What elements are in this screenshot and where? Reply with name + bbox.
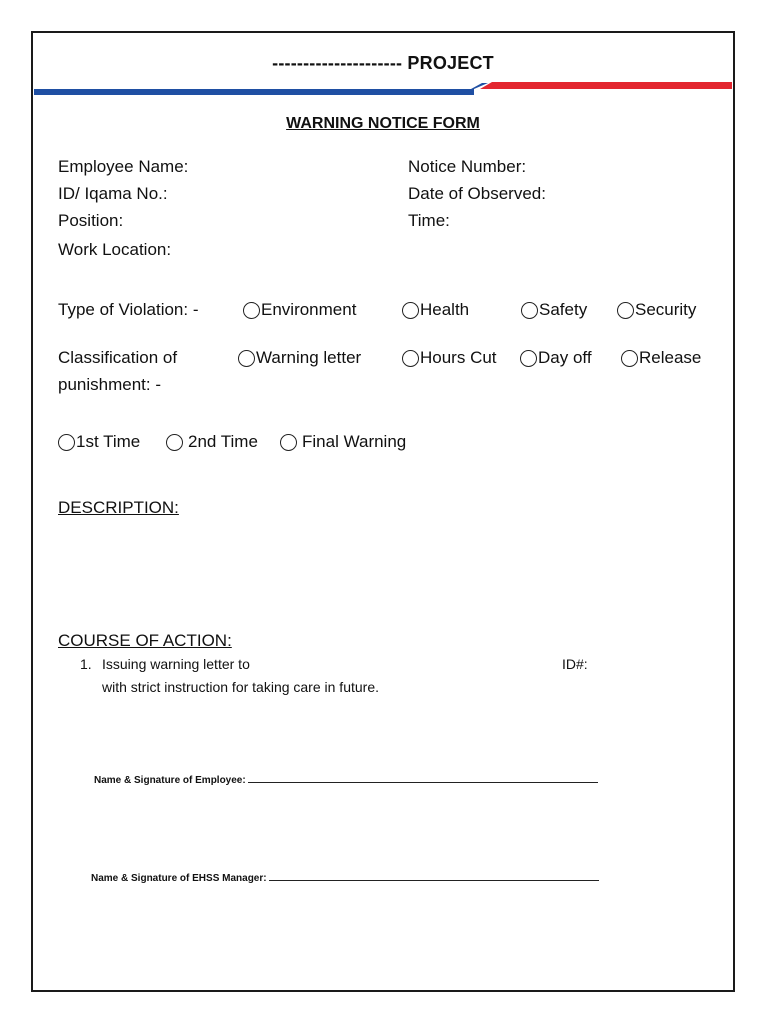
radio-circle-icon[interactable] — [621, 350, 638, 367]
option-label: Release — [639, 348, 702, 367]
violation-option-security[interactable] — [617, 300, 696, 320]
employee-name-field[interactable]: Employee Name: — [58, 157, 189, 176]
radio-circle-icon[interactable] — [617, 302, 634, 319]
option-label: Environment — [261, 300, 357, 319]
employee-signature-label: Name & Signature of Employee: — [94, 775, 246, 786]
form-title: WARNING NOTICE FORM — [286, 115, 480, 132]
violation-label: Type of Violation: - — [58, 300, 199, 319]
violation-option-safety[interactable] — [521, 300, 587, 320]
violation-option-health[interactable] — [402, 300, 469, 320]
employee-signature-line[interactable] — [94, 772, 598, 786]
punishment-option-hours-cut[interactable] — [402, 348, 497, 368]
action-item-number: 1. — [80, 656, 92, 672]
work-location-field[interactable]: Work Location: — [58, 240, 172, 259]
radio-circle-icon[interactable] — [238, 350, 255, 367]
manager-signature-blank[interactable] — [269, 870, 599, 881]
action-item-line1: Issuing warning letter to — [102, 656, 250, 672]
option-label: Final Warning — [302, 432, 407, 451]
violation-option-environment[interactable] — [243, 300, 356, 320]
punishment-option-warning-letter[interactable] — [238, 348, 361, 368]
radio-circle-icon[interactable] — [521, 302, 538, 319]
manager-signature-line[interactable] — [91, 870, 599, 884]
radio-circle-icon[interactable] — [166, 434, 183, 451]
radio-circle-icon[interactable] — [520, 350, 537, 367]
date-observed-field[interactable]: Date of Observed: — [408, 184, 546, 203]
option-label: Safety — [539, 300, 588, 319]
employee-signature-blank[interactable] — [248, 772, 598, 783]
option-label: Hours Cut — [420, 348, 497, 367]
position-field[interactable]: Position: — [58, 211, 124, 230]
option-label: Day off — [538, 348, 592, 367]
action-item-line2: with strict instruction for taking care in future. — [102, 679, 379, 695]
occurrence-option-1st-time[interactable] — [58, 432, 140, 452]
punishment-option-day-off[interactable] — [520, 348, 592, 368]
notice-number-field[interactable]: Notice Number: — [408, 157, 527, 176]
course-of-action-heading: COURSE OF ACTION: — [58, 631, 232, 650]
option-label: Warning letter — [256, 348, 362, 367]
form-page — [31, 31, 735, 992]
id-iqama-field[interactable]: ID/ Iqama No.: — [58, 184, 168, 203]
manager-signature-label: Name & Signature of EHSS Manager: — [91, 873, 267, 884]
option-label: Health — [420, 300, 470, 319]
radio-circle-icon[interactable] — [243, 302, 260, 319]
punishment-label-line2: punishment: - — [58, 375, 161, 394]
radio-circle-icon[interactable] — [402, 350, 419, 367]
occurrence-option-final-warning[interactable] — [280, 432, 406, 452]
action-id-label: ID#: — [562, 656, 588, 672]
radio-circle-icon[interactable] — [58, 434, 75, 451]
option-label: 2nd Time — [188, 432, 258, 451]
option-label: Security — [635, 300, 697, 319]
punishment-label-line1: Classification of — [58, 348, 178, 367]
radio-circle-icon[interactable] — [402, 302, 419, 319]
time-field[interactable]: Time: — [408, 211, 450, 230]
project-title: --------------------- PROJECT — [272, 53, 494, 73]
option-label: 1st Time — [76, 432, 141, 451]
punishment-option-release[interactable] — [621, 348, 701, 368]
occurrence-option-2nd-time[interactable] — [166, 432, 258, 452]
description-heading: DESCRIPTION: — [58, 498, 179, 517]
radio-circle-icon[interactable] — [280, 434, 297, 451]
